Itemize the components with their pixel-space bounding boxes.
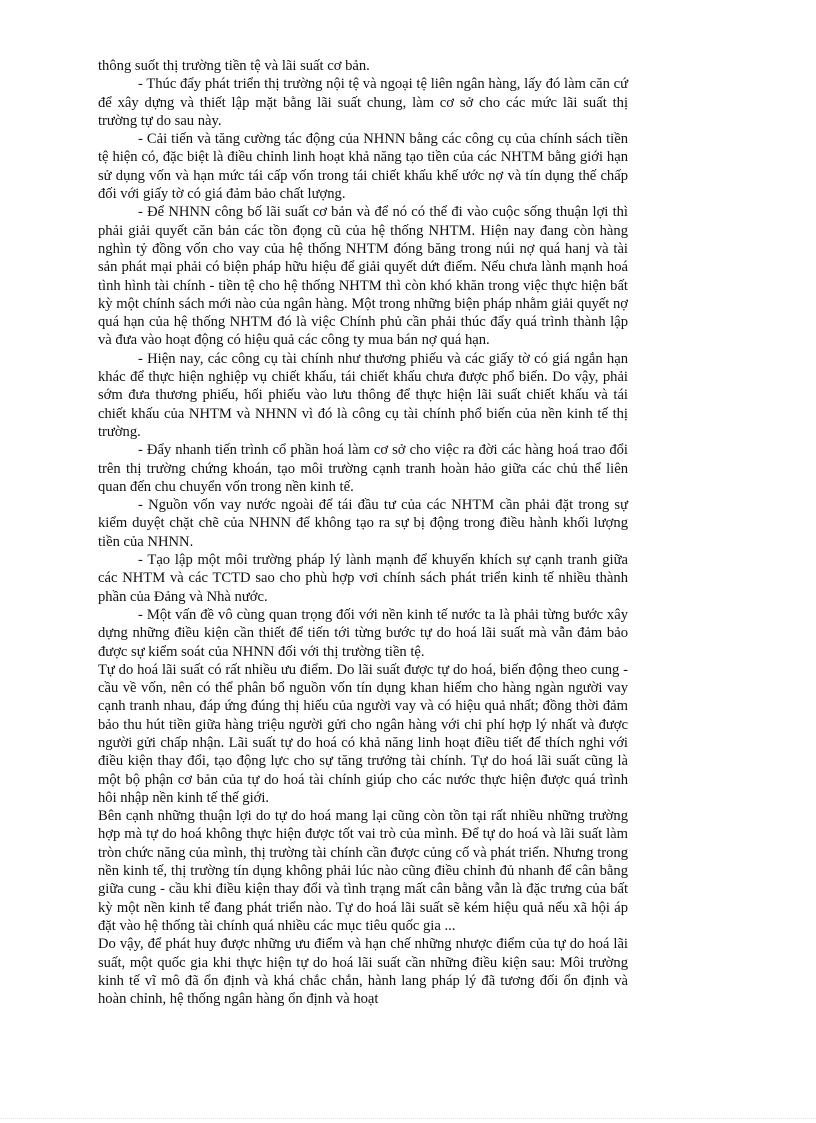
paragraph-12: Do vậy, để phát huy được những ưu điểm và hạn chế những nhược điểm của tự do hoá lãi suất, một quốc gia khi thực hiện tự do hoá lãi suất cần những điều kiện sau: Môi trường kinh tế vĩ mô đã ổn định và khá chắc chắn, hành lang pháp lý đã tương đối ổn định và hoàn chỉnh, hệ thống ngân hàng ổn định và hoạt (98, 936, 628, 1008)
document-page (98, 57, 628, 1008)
paragraph-5: - Hiện nay, các công cụ tài chính như thương phiếu và các giấy tờ có giá ngắn hạn khác để thực hiện nghiệp vụ chiết khấu, tái chiết khấu chưa được phổ biến. Do vậy, phải sớm đưa thương phiếu, hối phiếu vào lưu thông để thực hiện lãi suất chiết khấu và tái chiết khấu của NHTM và NHNN vì đó là công cụ tài chính phổ biến của nền kinh tế thị trường. (98, 350, 628, 440)
paragraph-10: Tự do hoá lãi suất có rất nhiều ưu điểm. Do lãi suất được tự do hoá, biến động theo cung - cầu về vốn, nên có thể phân bổ nguồn vốn tín dụng khan hiếm cho hàng ngàn người vay cạnh tranh nhau, đáp ứng đúng thị hiếu của người vay và có hiệu quả nhất; đồng thời đảm bảo thu hút tiền giữa hàng triệu người gửi cho ngân hàng với chi phí hợp lý nhất và được người gửi chấp nhận. Lãi suất tự do hoá có khả năng linh hoạt điều tiết để thích nghi với điều kiện thay đổi, tạo động lực cho sự tăng trưởng tài chính. Tự do hoá lãi suất cũng là một bộ phận cơ bản của tự do hoá tài chính giúp cho các nước thực hiện được quá trình hôi nhập nền kinh tế thế giới. (98, 661, 628, 806)
paragraph-6: - Đẩy nhanh tiến trình cổ phần hoá làm cơ sở cho việc ra đời các hàng hoá trao đổi trên thị trường chứng khoán, tạo môi trường cạnh tranh hoàn hảo giữa các chủ thể liên quan đến chu chuyển vốn trong nền kinh tế. (98, 442, 628, 495)
paragraph-9: - Một vấn đề vô cùng quan trọng đối với nền kinh tế nước ta là phải từng bước xây dựng những điều kiện cần thiết để tiến tới từng bước tự do hoá lãi suất mà vẫn đảm bảo được sự kiểm soát của NHNN đối với thị trường tiền tệ. (98, 606, 628, 660)
paragraph-11: Bên cạnh những thuận lợi do tự do hoá mang lại cũng còn tồn tại rất nhiều những trường hợp mà tự do hoá không thực hiện được tốt vai trò của mình. Để tự do hoá và lãi suất làm tròn chức năng của mình, thị trường tài chính cần được củng cố và phát triển. Nhưng trong nền kinh tế, thị trường tín dụng không phải lúc nào cũng điều chỉnh đủ nhanh để cân bằng giữa cung - cầu khi điều kiện thay đổi và tình trạng mất cân bằng vẫn là đặc trưng của bất kỳ một nền kinh tế đang phát triển nào. Tự do hoá lãi suất sẽ kém hiệu quả nếu xã hội áp đặt vào hệ thống tài chính quá nhiều các mục tiêu quốc gia ... (98, 808, 628, 934)
page-bottom-divider (0, 1118, 816, 1120)
paragraph-2: - Thúc đẩy phát triển thị trường nội tệ và ngoại tệ liên ngân hàng, lấy đó làm căn cứ để xây dựng và thiết lập mặt bằng lãi suất chung, làm cơ sở cho các mức lãi suất thị trường tự do sau này. (98, 76, 628, 129)
paragraph-7: - Nguồn vốn vay nước ngoài để tái đầu tư của các NHTM cần phải đặt trong sự kiểm duyệt chặt chẽ của NHNN để không tạo ra sự bị động trong điều hành khối lượng tiền của NHNN. (98, 497, 628, 550)
paragraph-1: thông suốt thị trường tiền tệ và lãi suất cơ bản. (98, 58, 370, 74)
paragraph-8: - Tạo lập một môi trường pháp lý lành mạnh để khuyến khích sự cạnh tranh giữa các NHTM và các TCTD sao cho phù hợp vơi chính sách phát triển kinh tế nhiều thành phần của Đảng và Nhà nước. (98, 552, 628, 605)
paragraph-4: - Để NHNN công bố lãi suất cơ bản và để nó có thể đi vào cuộc sống thuận lợi thì phải giải quyết căn bản các tồn đọng cũ của hệ thống NHTM. Hiện nay đang còn hàng nghìn tỷ đồng vốn cho vay của hệ thống NHTM đóng băng trong núi nợ quá hanj và tài sản phát mại phải có biện pháp hữu hiệu để giải quyết dứt điểm. Nếu chưa lành mạnh hoá tình hình tài chính - tiền tệ cho hệ thống NHTM thì còn khó khăn trong việc thực hiện bất kỳ một chính sách mới nào của ngân hàng. Một trong những biện pháp nhằm giải quyết nợ quá hạn của hệ thống NHTM đó là việc Chính phủ cần phải thúc đẩy quá trình thành lập và đưa vào hoạt động có hiệu quả các công ty mua bán nợ quá hạn. (98, 204, 628, 349)
paragraph-3: - Cải tiến và tăng cường tác động của NHNN bằng các công cụ của chính sách tiền tệ hiện có, đặc biệt là điều chỉnh linh hoạt khả năng tạo tiền của các NHTM bằng giới hạn sử dụng vốn và hạn mức tái cấp vốn trong tái chiết khấu khế ước nợ và tín dụng thế chấp đối với giấy tờ có giá đảm bảo chất lượng. (98, 131, 628, 203)
